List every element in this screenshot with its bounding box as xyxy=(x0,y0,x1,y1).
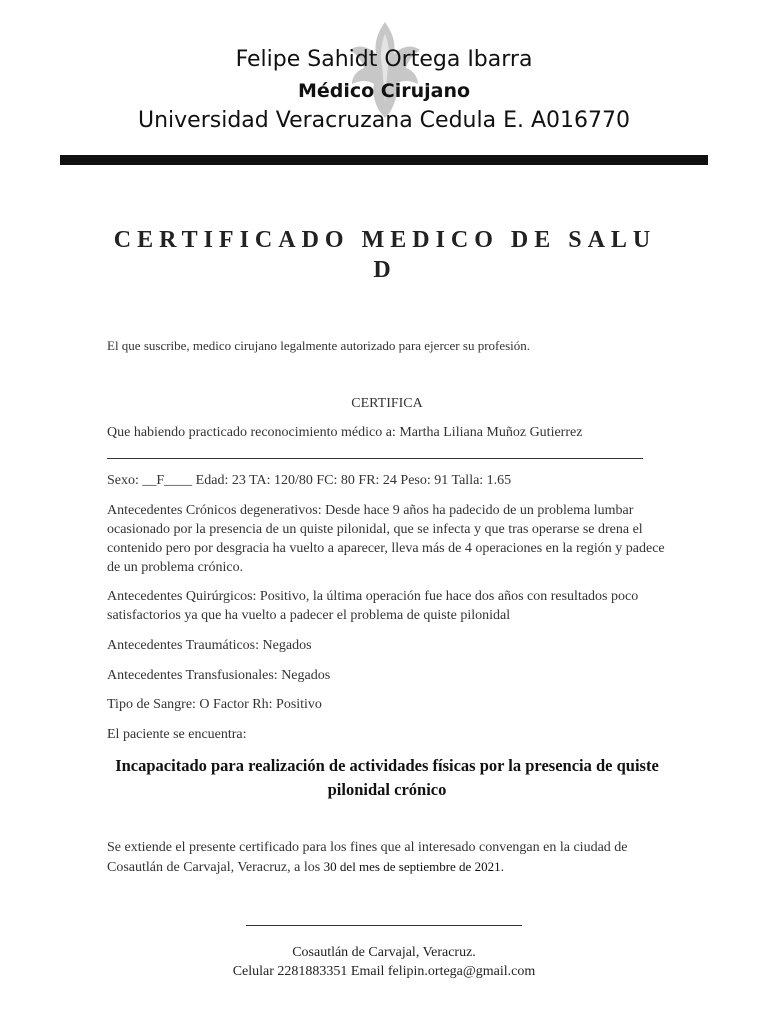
doctor-name: Felipe Sahidt Ortega Ibarra xyxy=(235,47,533,72)
issuance-date: 30 del mes de septiembre de 2021 xyxy=(323,859,501,874)
exam-text: Que habiendo practicado reconocimiento médico a: Martha Liliana Muñoz Gutierrez xyxy=(107,425,583,440)
chronic-history: Antecedentes Crónicos degenerativos: Desde hace 9 años ha padecido de un problema lumbar ocasionado por la presencia de un quiste pilonidal, que se infecta y que tras operarse se drena el contenido pero por desgracia ha vuelto a aparecer, lleva más de 4 operaciones en la región y padece de un problema crónico. xyxy=(107,503,665,575)
letterhead xyxy=(0,44,768,136)
signature-line xyxy=(246,925,522,926)
issuance-lead: Se extiende el presente certificado para los fines que al interesado convengan en la ciudad de Cosautlán de Carvajal, Veracruz, a los xyxy=(107,840,628,875)
doctor-title: Médico Cirujano xyxy=(297,80,471,102)
university-cedula: Universidad Veracruzana Cedula E. A016770 xyxy=(138,108,630,133)
blood-type: Tipo de Sangre: O Factor Rh: Positivo xyxy=(107,697,322,712)
certifica-heading: CERTIFICA xyxy=(351,396,423,411)
intro-text: El que suscribe, medico cirujano legalmente autorizado para ejercer su profesión. xyxy=(107,338,531,353)
header-divider xyxy=(60,155,708,165)
footer-place: Cosautlán de Carvajal, Veracruz. xyxy=(292,945,476,960)
trauma-history: Antecedentes Traumáticos: Negados xyxy=(107,638,312,653)
patient-status-label: El paciente se encuentra: xyxy=(107,727,247,742)
vitals-text: Sexo: __F____ Edad: 23 TA: 120/80 FC: 80 FR: 24 Peso: 91 Talla: 1.65 xyxy=(107,473,512,488)
surgical-history: Antecedentes Quirúrgicos: Positivo, la última operación fue hace dos años con resultados poco satisfactorios ya que ha vuelto a padecer el problema de quiste pilonidal xyxy=(107,589,639,623)
diagnosis-statement: Incapacitado para realización de actividades físicas por la presencia de quiste pilonidal crónico xyxy=(115,756,659,799)
issuance-end: . xyxy=(500,860,505,875)
footer-contact: Celular 2281883351 Email felipin.ortega@gmail.com xyxy=(232,964,536,979)
footer xyxy=(0,943,768,981)
issuance-text xyxy=(107,838,667,877)
underline-rule xyxy=(107,458,643,459)
certificate-title: CERTIFICADO MEDICO DE SALU D xyxy=(113,227,657,283)
transfusion-history: Antecedentes Transfusionales: Negados xyxy=(107,668,331,683)
